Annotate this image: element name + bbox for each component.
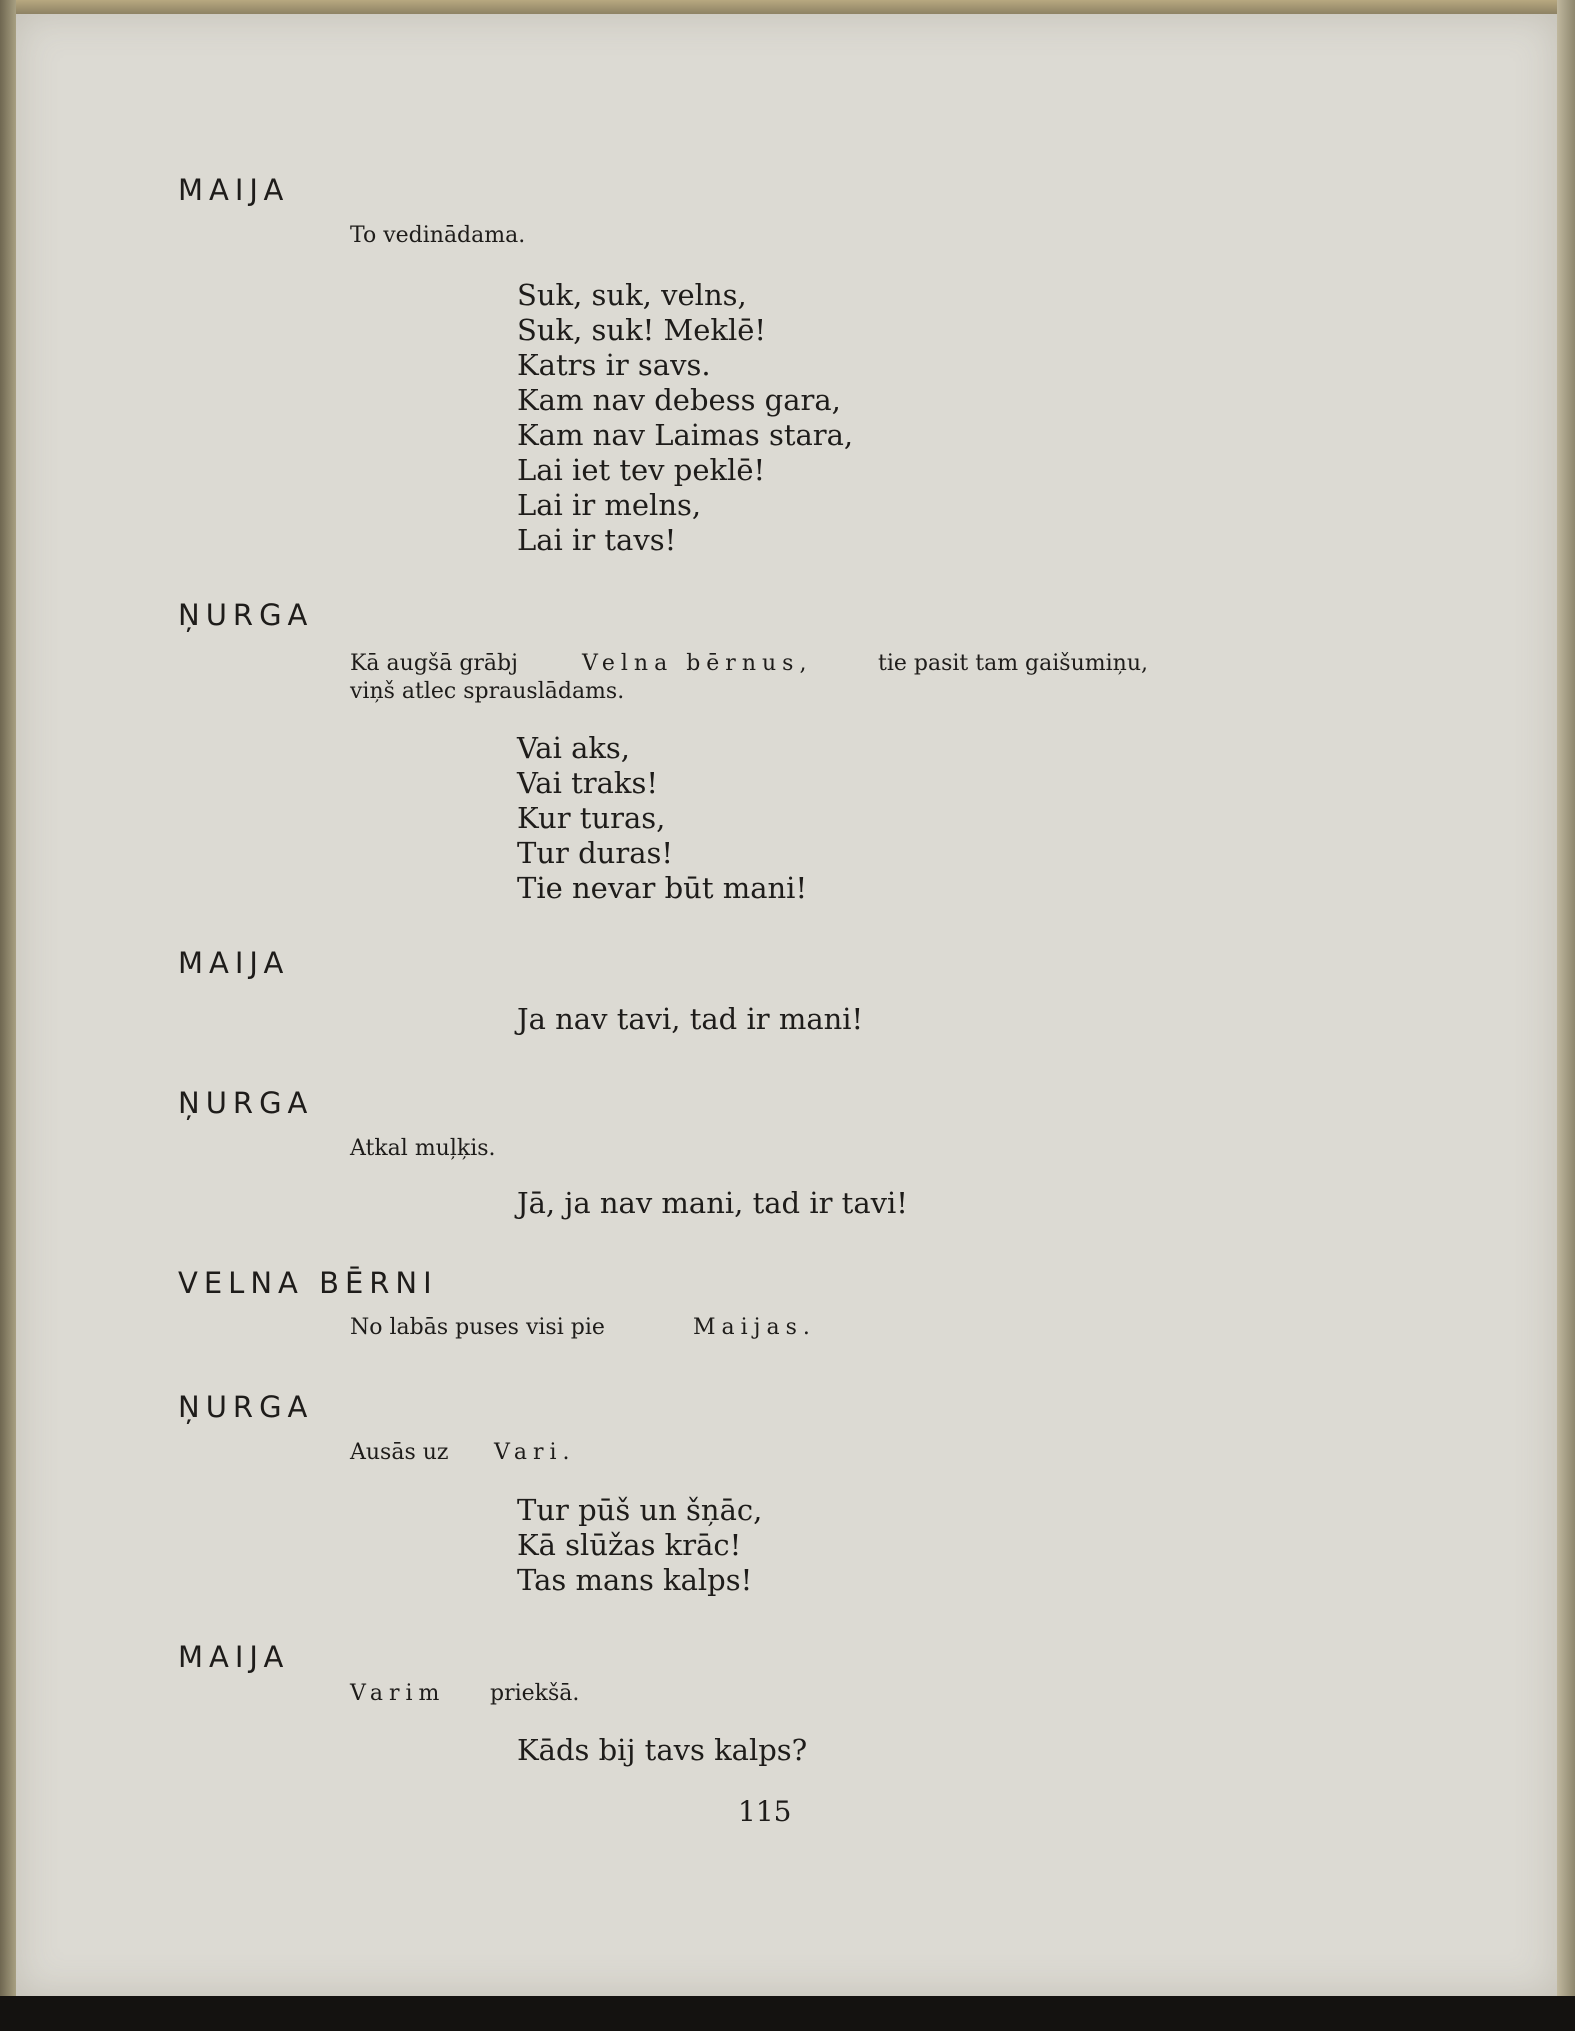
verse-line: Lai iet tev peklē! xyxy=(517,453,766,487)
speaker-name: ŅURGA xyxy=(178,1086,314,1120)
book-spine xyxy=(0,0,16,2031)
speaker-name: MAIJA xyxy=(178,1640,290,1674)
verse-line: Suk, suk! Meklē! xyxy=(517,313,767,347)
speaker-name: ŅURGA xyxy=(178,598,314,632)
stage-character-name: Varim xyxy=(350,1681,446,1706)
page-top-edge xyxy=(0,0,1575,14)
verse-line: Kam nav debess gara, xyxy=(517,383,841,417)
speaker-name: VELNA BĒRNI xyxy=(178,1266,438,1300)
verse-line: Kur turas, xyxy=(517,801,666,835)
verse-line: Tie nevar būt mani! xyxy=(517,871,808,905)
stage-direction: priekšā. xyxy=(490,1681,580,1706)
speaker-name: ŅURGA xyxy=(178,1390,314,1424)
stage-direction: Kā augšā grābj xyxy=(350,651,518,676)
speaker-name: MAIJA xyxy=(178,173,290,207)
verse-line: Vai aks, xyxy=(517,731,631,765)
page-number: 115 xyxy=(738,1795,792,1828)
stage-direction: viņš atlec sprauslādams. xyxy=(350,679,625,704)
verse-line: Tas mans kalps! xyxy=(517,1563,753,1597)
stage-character-name: Maijas. xyxy=(693,1315,816,1340)
verse-line: Tur pūš un šņāc, xyxy=(517,1493,763,1527)
speaker-name: MAIJA xyxy=(178,946,290,980)
verse-line: Kāds bij tavs kalps? xyxy=(517,1733,808,1767)
verse-line: Suk, suk, velns, xyxy=(517,278,747,312)
verse-line: Lai ir melns, xyxy=(517,488,702,522)
verse-line: Jā, ja nav mani, tad ir tavi! xyxy=(517,1186,908,1220)
verse-line: Katrs ir savs. xyxy=(517,348,711,382)
page-bottom-edge xyxy=(0,1996,1575,2031)
verse-line: Kam nav Laimas stara, xyxy=(517,418,854,452)
stage-direction: Ausās uz xyxy=(350,1440,449,1465)
verse-line: Lai ir tavs! xyxy=(517,523,677,557)
stage-direction: tie pasit tam gaišumiņu, xyxy=(878,651,1148,676)
stage-character-name: Vari. xyxy=(494,1440,576,1465)
page-right-edge xyxy=(1557,0,1575,2031)
stage-direction: To vedinādama. xyxy=(350,223,526,248)
verse-line: Vai traks! xyxy=(517,766,658,800)
verse-line: Tur duras! xyxy=(517,836,674,870)
stage-direction: Atkal muļķis. xyxy=(350,1136,496,1161)
verse-line: Kā slūžas krāc! xyxy=(517,1528,742,1562)
stage-direction: No labās puses visi pie xyxy=(350,1315,605,1340)
verse-line: Ja nav tavi, tad ir mani! xyxy=(517,1002,864,1036)
stage-character-name: Velna bērnus, xyxy=(582,651,813,676)
